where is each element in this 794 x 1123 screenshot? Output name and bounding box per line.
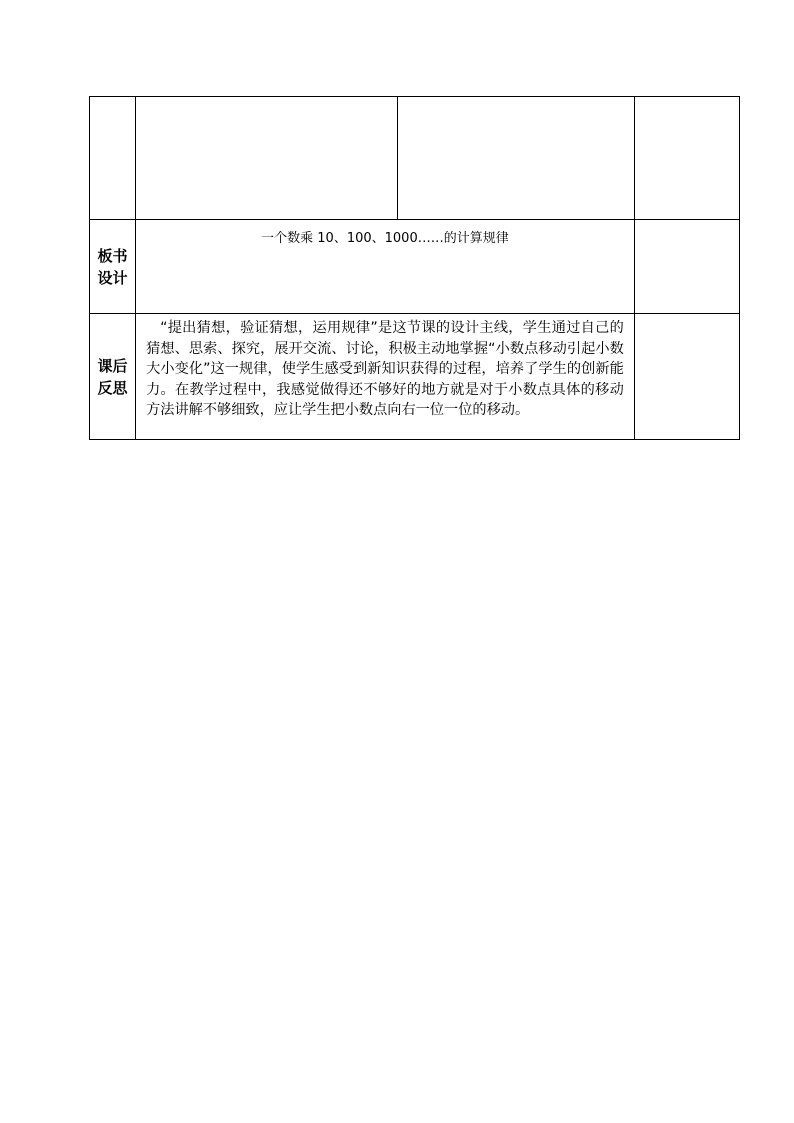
- table-row-top: [90, 97, 740, 220]
- board-design-notes-cell: [634, 220, 739, 314]
- reflection-label-cell: [90, 314, 136, 440]
- table-row-board-design: [90, 220, 740, 314]
- lesson-plan-table: [89, 96, 740, 440]
- reflection-content: “提出猜想，验证猜想，运用规律”是这节课的设计主线，学生通过自己的猜想、思索、探究，展开交流、讨论，积极主动地掌握“小数点移动引起小数大小变化”这一规律，使学生感受到新知识获得的过程，培养了学生的创新能力。在教学过程中，我感觉做得还不够好的地方就是对于小数点具体的移动方法讲解不够细致，应让学生把小数点向右一位一位的移动。: [146, 320, 624, 418]
- board-design-content: 一个数乘 10、100、1000……的计算规律: [261, 231, 509, 246]
- top-content-cell-right: [398, 97, 634, 220]
- board-design-content-cell: [136, 220, 635, 314]
- reflection-label: 课后反思: [97, 356, 128, 397]
- top-notes-cell: [634, 97, 739, 220]
- board-design-label: 板书设计: [97, 246, 128, 287]
- top-label-cell: [90, 97, 136, 220]
- reflection-notes-cell: [634, 314, 739, 440]
- reflection-content-cell: [136, 314, 635, 440]
- top-content-cell-left: [136, 97, 398, 220]
- table-row-reflection: [90, 314, 740, 440]
- board-design-label-cell: [90, 220, 136, 314]
